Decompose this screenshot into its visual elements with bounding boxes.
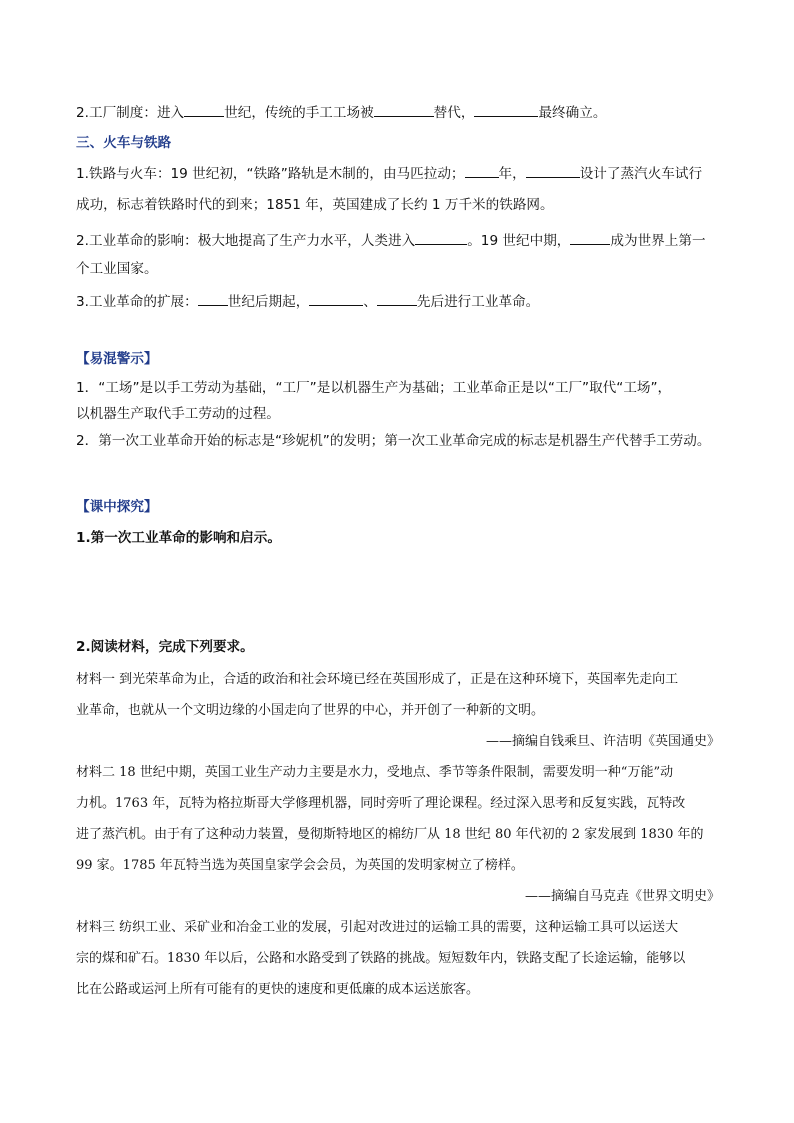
- section-heading-train-railway: 三、火车与铁路: [76, 135, 172, 151]
- blank-field[interactable]: [465, 163, 499, 178]
- expansion-item: [76, 291, 539, 312]
- material2-source: ——摘编自马克垚《世界文明史》: [524, 889, 720, 904]
- inquiry-heading: 【课中探究】: [76, 499, 158, 515]
- material3-line1: 材料三 纺织工业、采矿业和冶金工业的发展，引起对改进过的运输工具的需要，这种运输工具可以运送大: [76, 920, 679, 935]
- text: 、: [363, 294, 377, 310]
- material2-line1: 材料二 18 世纪中期，英国工业生产动力主要是水力，受地点、季节等条件限制，需要发明一种“万能”动: [76, 765, 674, 780]
- warning-item2: 2．第一次工业革命开始的标志是“珍妮机”的发明；第一次工业革命完成的标志是机器生产代替手工劳动。: [76, 433, 711, 449]
- text: 替代，: [433, 105, 475, 121]
- text: 年，: [498, 166, 526, 182]
- material2-line4: 99 家。1785 年瓦特当选为英国皇家学会会员，为英国的发明家树立了榜样。: [76, 858, 524, 873]
- text: 世纪后期起，: [227, 294, 310, 310]
- impact-item-line1: [76, 230, 706, 251]
- warning-item1-line1: 1．“工场”是以手工劳动为基础，“工厂”是以机器生产为基础；工业革命正是以“工厂”取代“工场”，: [76, 380, 672, 396]
- material1-line2: 业革命，也就从一个文明边缘的小国走向了世界的中心，并开创了一种新的文明。: [76, 703, 545, 718]
- material2-line2: 力机。1763 年，瓦特为格拉斯哥大学修理机器，同时旁听了理论课程。经过深入思考和反复实践，瓦特改: [76, 796, 686, 811]
- text: 先后进行工业革命。: [416, 294, 540, 310]
- text: 2.工厂制度：进入: [76, 105, 185, 121]
- text: 设计了蒸汽火车试行: [579, 166, 703, 182]
- railway-item-line1: [76, 163, 702, 184]
- text: 世纪，传统的手工工场被: [224, 105, 374, 121]
- question-2: 2.阅读材料，完成下列要求。: [76, 639, 254, 655]
- text: 2.工业革命的影响：极大地提高了生产力水平，人类进入: [76, 233, 416, 249]
- material3-line2: 宗的煤和矿石。1830 年以后，公路和水路受到了铁路的挑战。短短数年内，铁路支配了长途运输，能够以: [76, 951, 686, 966]
- blank-field[interactable]: [570, 230, 610, 245]
- railway-item-line2: 成功，标志着铁路时代的到来；1851 年，英国建成了长约 1 万千米的铁路网。: [76, 197, 554, 213]
- text: 。19 世纪中期，: [467, 233, 571, 249]
- material1-line1: 材料一 到光荣革命为止，合适的政治和社会环境已经在英国形成了，正是在这种环境下，英国率先走向工: [76, 672, 679, 687]
- material1-source: ——摘编自钱乘旦、许洁明《英国通史》: [485, 734, 720, 749]
- blank-field[interactable]: [374, 102, 434, 117]
- warning-heading: 【易混警示】: [76, 351, 158, 367]
- blank-field[interactable]: [415, 230, 467, 245]
- blank-field[interactable]: [184, 102, 224, 117]
- blank-field[interactable]: [309, 291, 363, 306]
- factory-system-item: [76, 102, 606, 123]
- text: 成为世界上第一: [610, 233, 706, 249]
- warning-item1-line2: 以机器生产取代手工劳动的过程。: [76, 406, 280, 422]
- blank-field[interactable]: [526, 163, 580, 178]
- question-1: 1.第一次工业革命的影响和启示。: [76, 530, 281, 546]
- blank-field[interactable]: [198, 291, 228, 306]
- text: 最终确立。: [538, 105, 607, 121]
- blank-field[interactable]: [377, 291, 417, 306]
- material3-line3: 比在公路或运河上所有可能有的更快的速度和更低廉的成本运送旅客。: [76, 982, 480, 997]
- text: 1.铁路与火车：19 世纪初，“铁路”路轨是木制的，由马匹拉动；: [76, 166, 465, 182]
- material2-line3: 进了蒸汽机。由于有了这种动力装置，曼彻斯特地区的棉纺厂从 18 世纪 80 年代初的 2 家发展到 1830 年的: [76, 827, 704, 842]
- blank-field[interactable]: [474, 102, 538, 117]
- impact-item-line2: 个工业国家。: [76, 261, 158, 277]
- text: 3.工业革命的扩展：: [76, 294, 198, 310]
